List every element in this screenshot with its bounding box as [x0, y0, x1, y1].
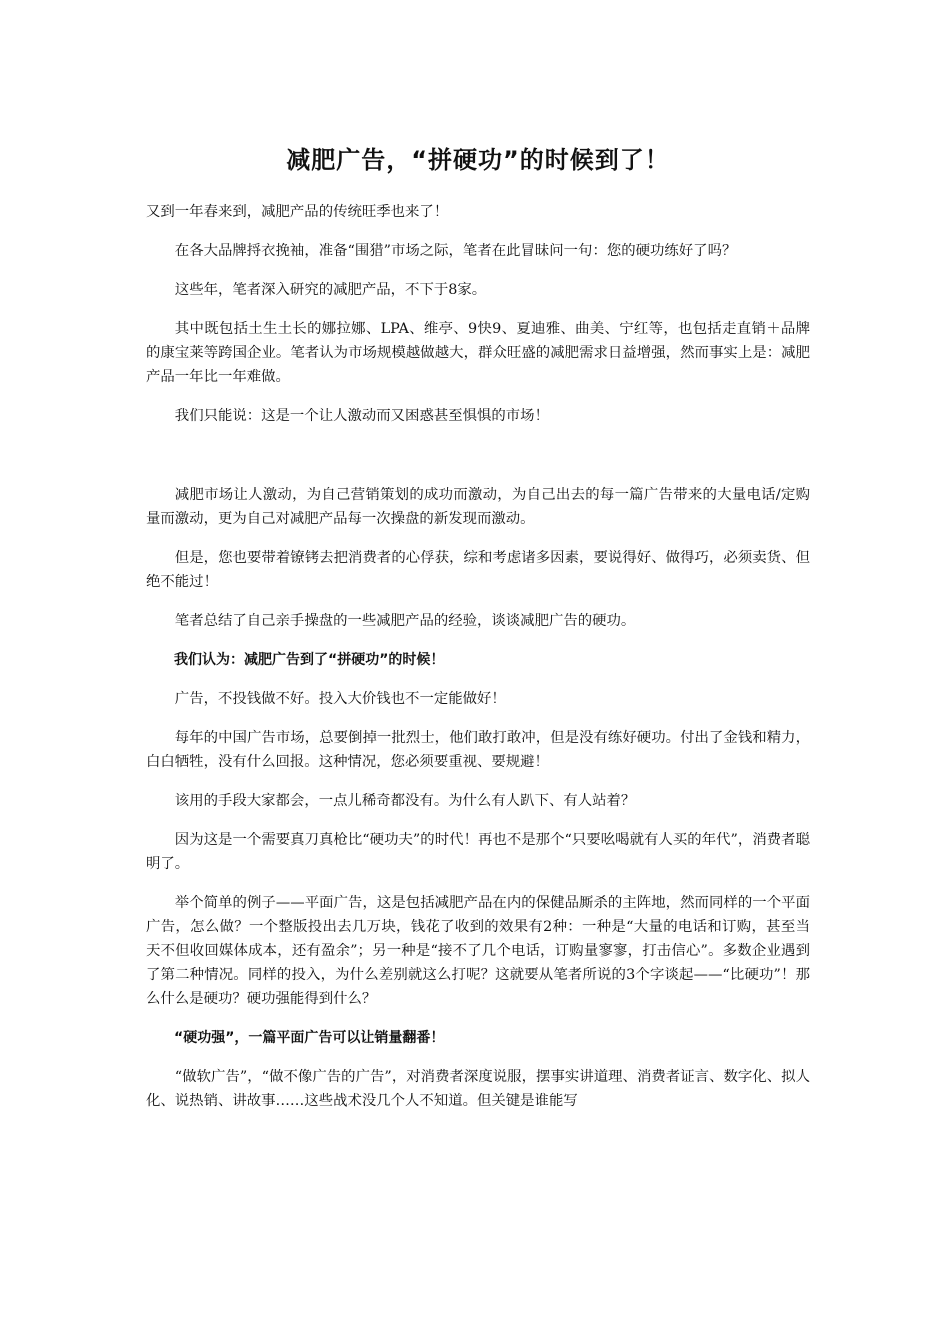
document-body	[146, 200, 810, 1128]
document-page	[146, 0, 810, 1344]
paragraph: 又到一年春来到，减肥产品的传统旺季也来了！	[146, 204, 449, 220]
document-title: 减肥广告，“拼硬功”的时候到了！	[286, 146, 670, 174]
paragraph: 在各大品牌捋衣挽袖，准备“围猎”市场之际，笔者在此冒昧问一句：您的硬功练好了吗？	[174, 243, 737, 259]
paragraph: 广告，不投钱做不好。投入大价钱也不一定能做好！	[174, 691, 506, 707]
paragraph: 减肥市场让人激动，为自己营销策划的成功而激动，为自己出去的每一篇广告带来的大量电话/定购量而激动，更为自己对减肥产品每一次操盘的新发现而激动。	[146, 487, 810, 527]
paragraph: 每年的中国广告市场，总要倒掉一批烈士，他们敢打敢冲，但是没有练好硬功。付出了金钱和精力，白白牺牲，没有什么回报。这种情况，您必须要重视、要规避！	[146, 730, 810, 770]
paragraph: 但是，您也要带着镣铐去把消费者的心俘获，综和考虑诸多因素，要说得好、做得巧，必须卖货、但绝不能过！	[146, 550, 810, 590]
paragraph: 这些年，笔者深入研究的减肥产品，不下于8家。	[174, 282, 487, 298]
paragraph: 笔者总结了自己亲手操盘的一些减肥产品的经验，谈谈减肥广告的硬功。	[174, 613, 636, 629]
paragraph: 我们只能说：这是一个让人激动而又困惑甚至惧惧的市场！	[174, 408, 549, 424]
paragraph-spacer	[146, 443, 810, 483]
section-heading: 我们认为：减肥广告到了“拼硬功”的时候！	[174, 652, 445, 668]
paragraph: 举个简单的例子——平面广告，这是包括减肥产品在内的保健品厮杀的主阵地，然而同样的一个平面广告，怎么做？一个整版投出去几万块，钱花了收到的效果有2种：一种是“大量的电话和订购，甚至当天不但收回媒体成本，还有盈余”；另一种是“接不了几个电话，订购量寥寥，打击信心”。多数企业遇到了第二种情况。同样的投入，为什么差别就这么打呢？这就要从笔者所说的3个字谈起——“比硬功”！那么什么是硬功？硬功强能得到什么？	[146, 895, 810, 1007]
paragraph: 其中既包括土生土长的娜拉娜、LPA、维亭、9快9、夏迪雅、曲美、宁红等，也包括走直销＋品牌的康宝莱等跨国企业。笔者认为市场规模越做越大，群众旺盛的减肥需求日益增强，然而事实上是：减肥产品一年比一年难做。	[146, 321, 810, 385]
paragraph: “做软广告”，“做不像广告的广告”，对消费者深度说服，摆事实讲道理、消费者证言、数字化、拟人化、说热销、讲故事……这些战术没几个人不知道。但关键是谁能写	[146, 1069, 810, 1109]
paragraph: 该用的手段大家都会，一点儿稀奇都没有。为什么有人趴下、有人站着？	[174, 793, 636, 809]
section-heading: “硬功强”，一篇平面广告可以让销量翻番！	[174, 1030, 445, 1046]
paragraph: 因为这是一个需要真刀真枪比“硬功夫”的时代！再也不是那个“只要吆喝就有人买的年代”，消费者聪明了。	[146, 832, 810, 872]
